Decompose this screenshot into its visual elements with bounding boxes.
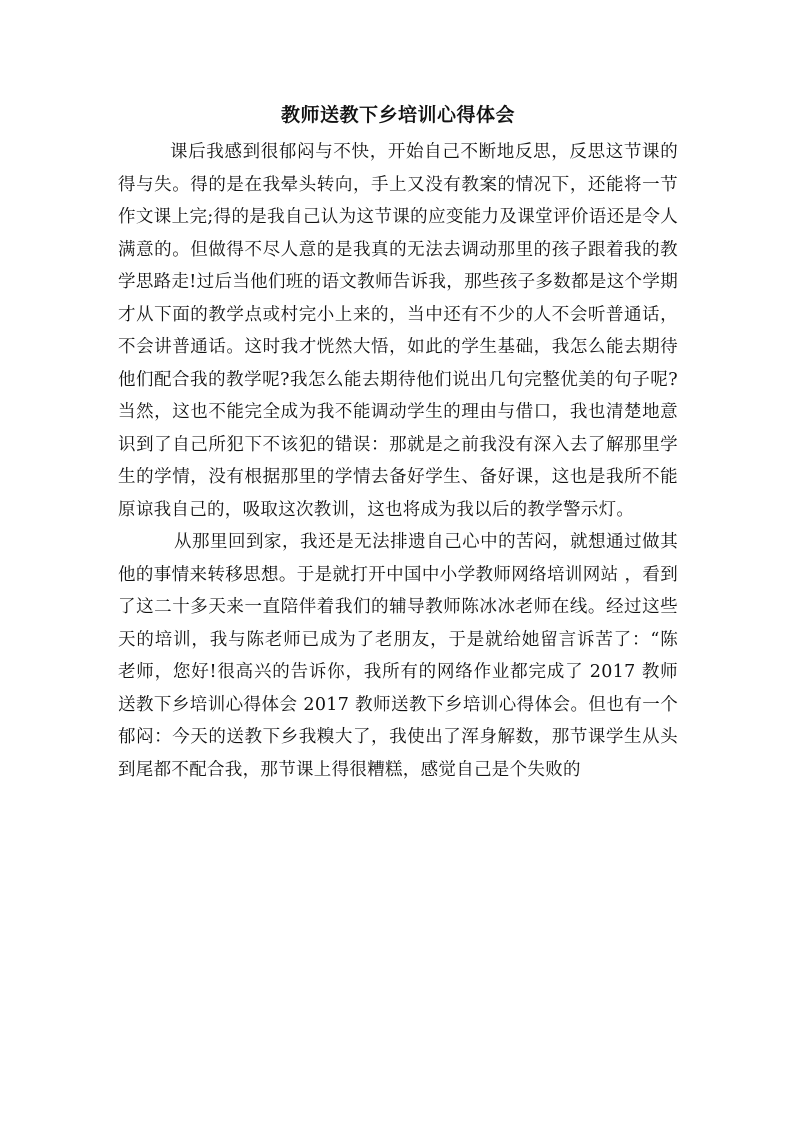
paragraph-2: 从那里回到家，我还是无法排遗自己心中的苦闷，就想通过做其他的事情来转移思想。于是就打开中国中小学教师网络培训网站 ，看到了这二十多天来一直陪伴着我们的辅导教师陈冰冰老师在线。经过这些天的培训，我与陈老师已成为了老朋友，于是就给她留言诉苦了：“陈老师，您好!很高兴的告诉你，我所有的网络作业都完成了 2017 教师送教下乡培训心得体会 2017 教师送教下乡培训心得体会。但也有一个郁闷：今天的送教下乡我糗大了，我使出了浑身解数，那节课学生从头到尾都不配合我，那节课上得很糟糕，感觉自己是个失败的: [118, 532, 678, 780]
document-title: 教师送教下乡培训心得体会: [280, 104, 515, 126]
paragraph-1: 课后我感到很郁闷与不快，开始自己不断地反思，反思这节课的得与失。得的是在我晕头转向，手上又没有教案的情况下，还能将一节作文课上完;得的是我自己认为这节课的应变能力及课堂评价语还是令人满意的。但做得不尽人意的是我真的无法去调动那里的孩子跟着我的教学思路走!过后当他们班的语文教师告诉我，那些孩子多数都是这个学期才从下面的教学点或村完小上来的，当中还有不少的人不会听普通话，不会讲普通话。这时我才恍然大悟，如此的学生基础，我怎么能去期待他们配合我的教学呢?我怎么能去期待他们说出几句完整优美的句子呢?当然，这也不能完全成为我不能调动学生的理由与借口，我也清楚地意识到了自己所犯下不该犯的错误：那就是之前我没有深入去了解那里学生的学情，没有根据那里的学情去备好学生、备好课，这也是我所不能原谅我自己的，吸取这次教训，这也将成为我以后的教学警示灯。: [118, 142, 678, 520]
document-page: [118, 100, 678, 786]
